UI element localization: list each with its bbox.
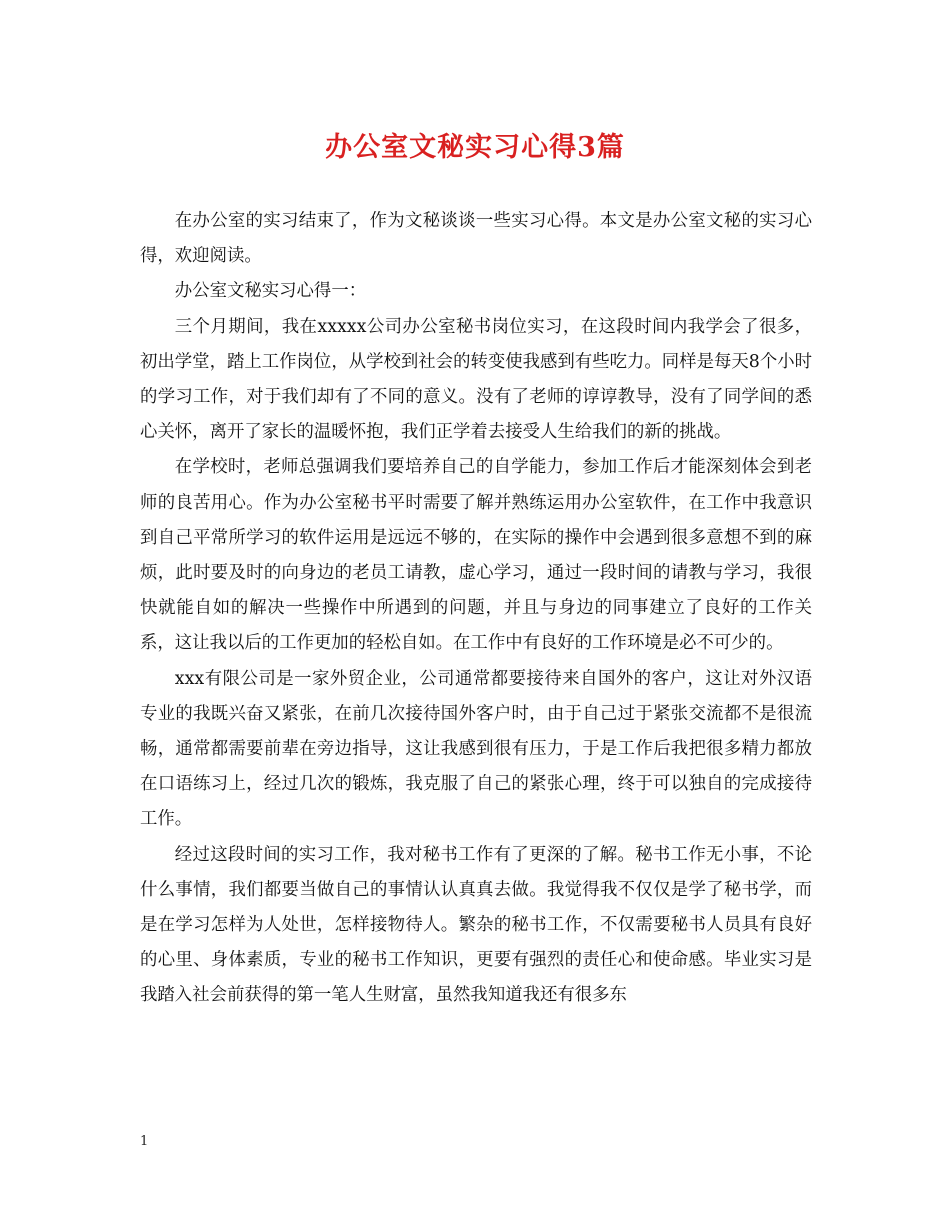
paragraph-intro: 在办公室的实习结束了，作为文秘谈谈一些实习心得。本文是办公室文秘的实习心得，欢迎阅读。: [140, 211, 812, 267]
paragraph-school: 在学校时，老师总强调我们要培养自己的自学能力，参加工作后才能深刻体会到老师的良苦用心。作为办公室秘书平时需要了解并熟练运用办公室软件，在工作中我意识到自己平常所学习的软件运用是远远不够的，在实际的操作中会遇到很多意想不到的麻烦，此时要及时的向身边的老员工请教，虚心学习，通过一段时间的请教与学习，我很快就能自如的解决一些操作中所遇到的问题，并且与身边的同事建立了良好的工作关系，这让我以后的工作更加的轻松自如。在工作中有良好的工作环境是必不可少的。: [140, 457, 812, 654]
paragraph-summary: 经过这段时间的实习工作，我对秘书工作有了更深的了解。秘书工作无小事，不论什么事情，我们都要当做自己的事情认认真真去做。我觉得我不仅仅是学了秘书学，而是在学习怎样为人处世，怎样接物待人。繁杂的秘书工作，不仅需要秘书人员具有良好的心里、身体素质，专业的秘书工作知识，更要有强烈的责任心和使命感。毕业实习是我踏入社会前获得的第一笔人生财富，虽然我知道我还有很多东: [140, 844, 812, 1006]
document-body: [140, 204, 812, 1014]
paragraph-heading-one: 办公室文秘实习心得一：: [174, 281, 367, 302]
page-number: 1: [140, 1134, 149, 1149]
paragraph-company: xxx有限公司是一家外贸企业，公司通常都要接待来自国外的客户，这让对外汉语专业的我既兴奋又紧张，在前几次接待国外客户时，由于自己过于紧张交流都不是很流畅，通常都需要前辈在旁边指导，这让我感到很有压力，于是工作后我把很多精力都放在口语练习上，经过几次的锻炼，我克服了自己的紧张心理，终于可以独自的完成接待工作。: [140, 668, 812, 830]
document-title: 办公室文秘实习心得3篇: [325, 132, 625, 163]
paragraph-three-months: 三个月期间，我在xxxxx公司办公室秘书岗位实习，在这段时间内我学会了很多，初出学堂，踏上工作岗位，从学校到社会的转变使我感到有些吃力。同样是每天8个小时的学习工作，对于我们却有了不同的意义。没有了老师的谆谆教导，没有了同学间的悉心关怀，离开了家长的温暖怀抱，我们正学着去接受人生给我们的新的挑战。: [140, 316, 812, 443]
